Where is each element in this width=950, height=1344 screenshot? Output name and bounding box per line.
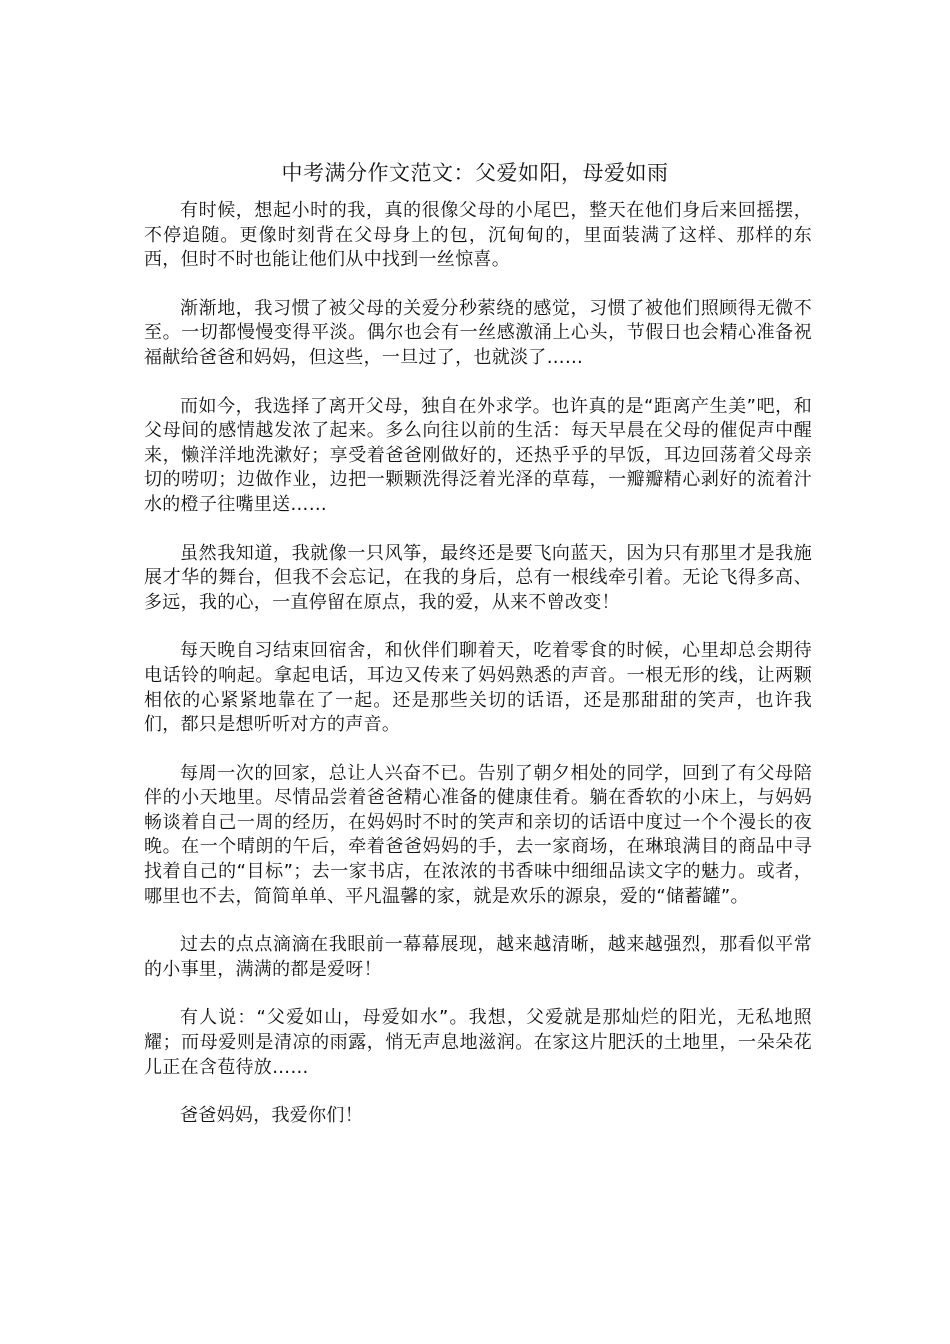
paragraph: 每天晚自习结束回宿舍，和伙伴们聊着天，吃着零食的时候，心里却总会期待电话铃的响起。拿起电话，耳边又传来了妈妈熟悉的声音。一根无形的线，让两颗相依的心紧紧地靠在了一起。还是那些关切的话语，还是那甜甜的笑声，也许我们，都只是想听听对方的声音。 [144,640,812,736]
paragraph: 有时候，想起小时的我，真的很像父母的小尾巴，整天在他们身后来回摇摆，不停追随。更像时刻背在父母身上的包，沉甸甸的，里面装满了这样、那样的东西，但时不时也能让他们从中找到一丝惊喜。 [144,200,812,271]
paragraph: 渐渐地，我习惯了被父母的关爱分秒萦绕的感觉，习惯了被他们照顾得无微不至。一切都慢慢变得平淡。偶尔也会有一丝感激涌上心头，节假日也会精心准备祝福献给爸爸和妈妈，但这些，一旦过了，也就淡了…… [144,297,812,368]
paragraph: 爸爸妈妈，我爱你们！ [180,1105,363,1127]
paragraph: 有人说：“父爱如山，母爱如水”。我想，父爱就是那灿烂的阳光，无私地照耀；而母爱则是清凉的雨露，悄无声息地滋润。在家这片肥沃的土地里，一朵朵花儿正在含苞待放…… [144,1007,812,1078]
document-body [144,199,812,1153]
paragraph: 虽然我知道，我就像一只风筝，最终还是要飞向蓝天，因为只有那里才是我施展才华的舞台，但我不会忘记，在我的身后，总有一根线牵引着。无论飞得多高、多远，我的心，一直停留在原点，我的爱，从来不曾改变！ [144,542,812,613]
paragraph: 每周一次的回家，总让人兴奋不已。告别了朝夕相处的同学，回到了有父母陪伴的小天地里。尽情品尝着爸爸精心准备的健康佳肴。躺在香软的小床上，与妈妈畅谈着自己一周的经历，在妈妈时不时的笑声和亲切的话语中度过一个个漫长的夜晚。在一个晴朗的午后，牵着爸爸妈妈的手，去一家商场，在琳琅满目的商品中寻找着自己的“目标”；去一家书店，在浓浓的书香味中细细品读文字的魅力。或者，哪里也不去，简简单单、平凡温馨的家，就是欢乐的源泉，爱的“储蓄罐”。 [144,762,812,907]
paragraph: 而如今，我选择了离开父母，独自在外求学。也许真的是“距离产生美”吧，和父母间的感情越发浓了起来。多么向往以前的生活：每天早晨在父母的催促声中醒来，懒洋洋地洗漱好；享受着爸爸刚做好的，还热乎乎的早饭，耳边回荡着父母亲切的唠叨；边做作业，边把一颗颗洗得泛着光泽的草莓，一瓣瓣精心剥好的流着汁水的橙子往嘴里送…… [144,395,812,515]
document-title: 中考满分作文范文：父爱如阳，母爱如雨 [281,161,669,185]
paragraph: 过去的点点滴滴在我眼前一幕幕展现，越来越清晰，越来越强烈，那看似平常的小事里，满满的都是爱呀！ [144,934,812,980]
